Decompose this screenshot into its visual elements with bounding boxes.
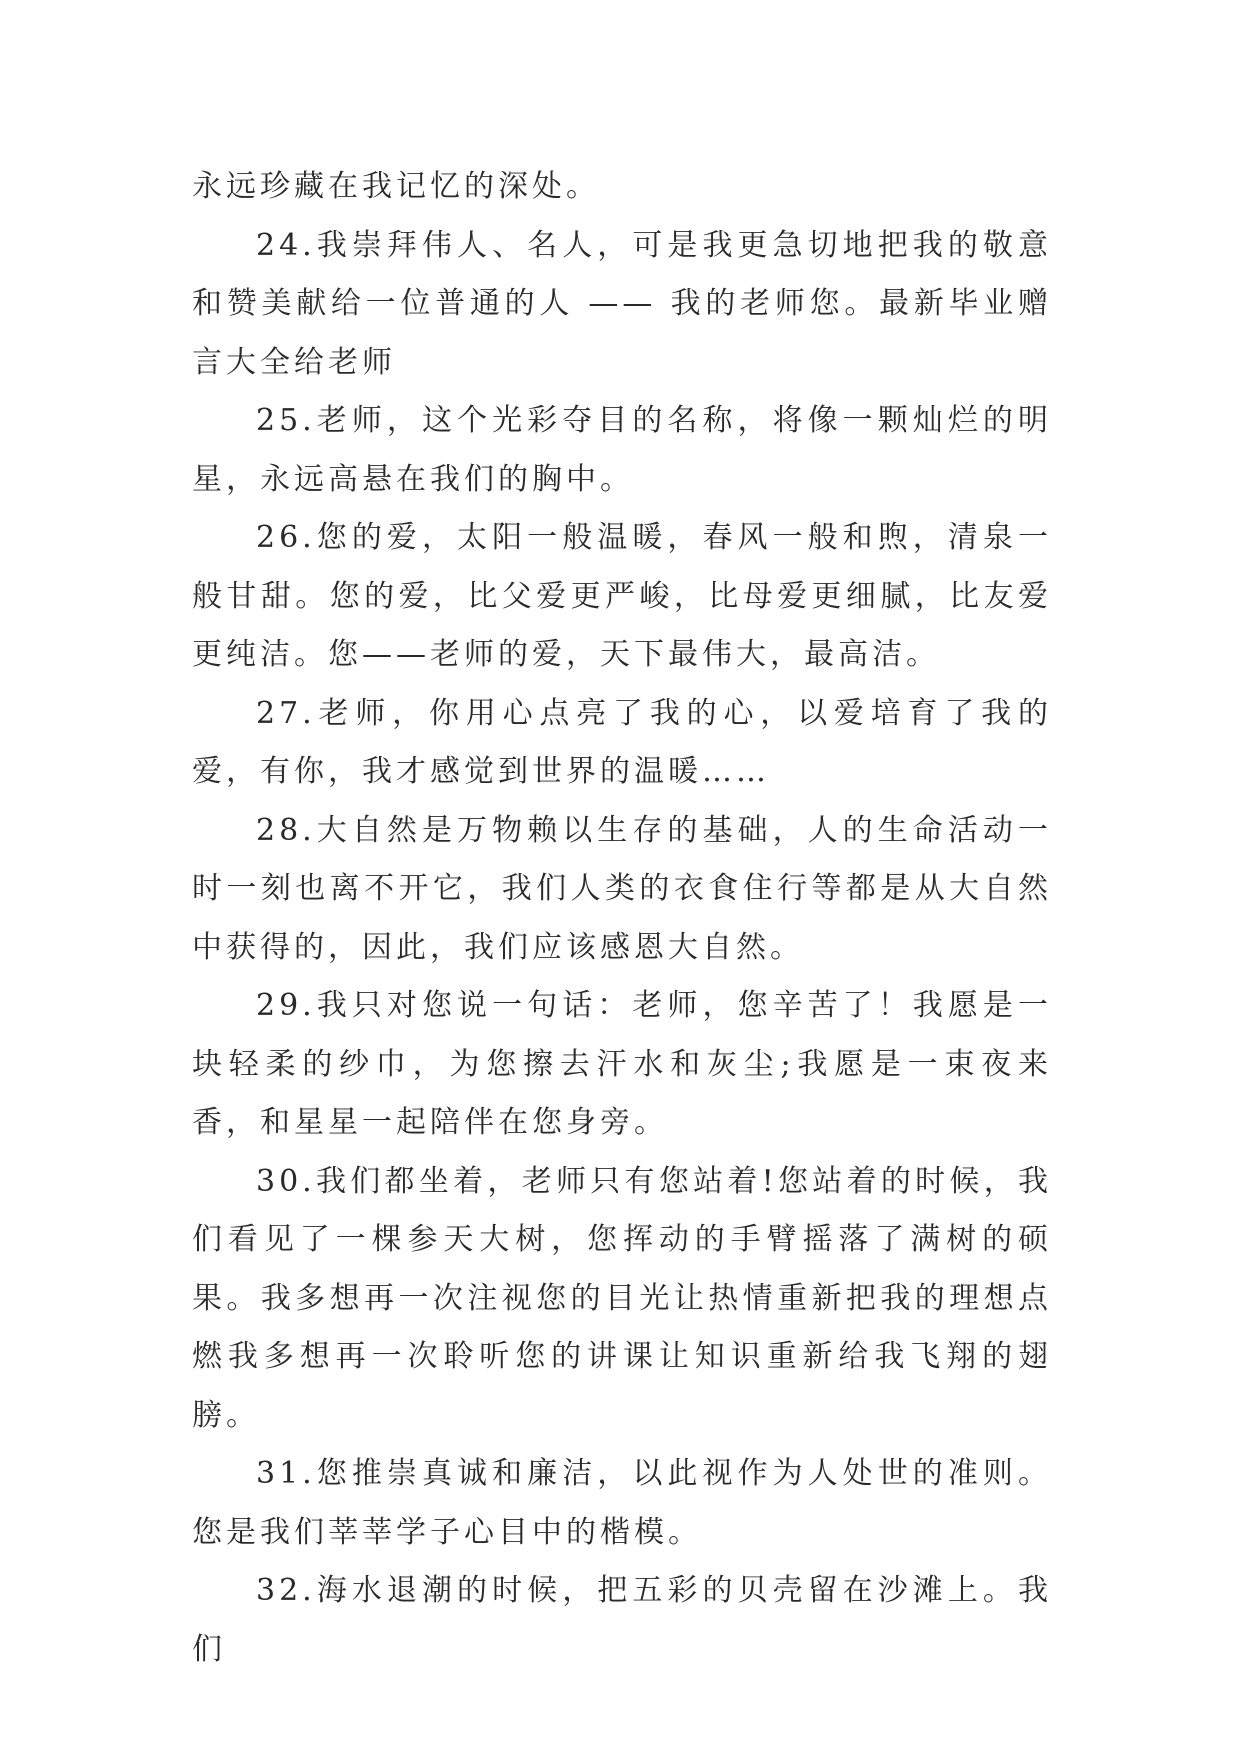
paragraph-26: 26.您的爱，太阳一般温暖，春风一般和煦，清泉一般甘甜。您的爱，比父爱更严峻，比母爱更细腻，比友爱更纯洁。您——老师的爱，天下最伟大，最高洁。 xyxy=(192,520,1052,672)
paragraph-29: 29.我只对您说一句话：老师，您辛苦了！我愿是一块轻柔的纱巾，为您擦去汗水和灰尘;我愿是一束夜来香，和星星一起陪伴在您身旁。 xyxy=(192,988,1052,1140)
paragraph-30: 30.我们都坐着，老师只有您站着!您站着的时候，我们看见了一棵参天大树，您挥动的手臂摇落了满树的硕果。我多想再一次注视您的目光让热情重新把我的理想点燃我多想再一次聆听您的讲课让知识重新给我飞翔的翅膀。 xyxy=(192,1163,1052,1433)
paragraph-28: 28.大自然是万物赖以生存的基础，人的生命活动一时一刻也离不开它，我们人类的衣食住行等都是从大自然中获得的，因此，我们应该感恩大自然。 xyxy=(192,812,1052,965)
paragraph-24: 24.我崇拜伟人、名人，可是我更急切地把我的敬意和赞美献给一位普通的人 —— 我的老师您。最新毕业赠言大全给老师 xyxy=(192,227,1052,380)
paragraph-31: 31.您推崇真诚和廉洁，以此视作为人处世的准则。您是我们莘莘学子心目中的楷模。 xyxy=(192,1456,1052,1550)
document-body xyxy=(192,158,1052,1679)
paragraph-32: 32.海水退潮的时候，把五彩的贝壳留在沙滩上。我们 xyxy=(192,1573,1052,1667)
paragraph-27: 27.老师，你用心点亮了我的心，以爱培育了我的爱，有你，我才感觉到世界的温暖…… xyxy=(192,695,1052,789)
paragraph-25: 25.老师，这个光彩夺目的名称，将像一颗灿烂的明星，永远高悬在我们的胸中。 xyxy=(192,403,1052,497)
paragraph-continuation: 永远珍藏在我记忆的深处。 xyxy=(192,169,600,204)
